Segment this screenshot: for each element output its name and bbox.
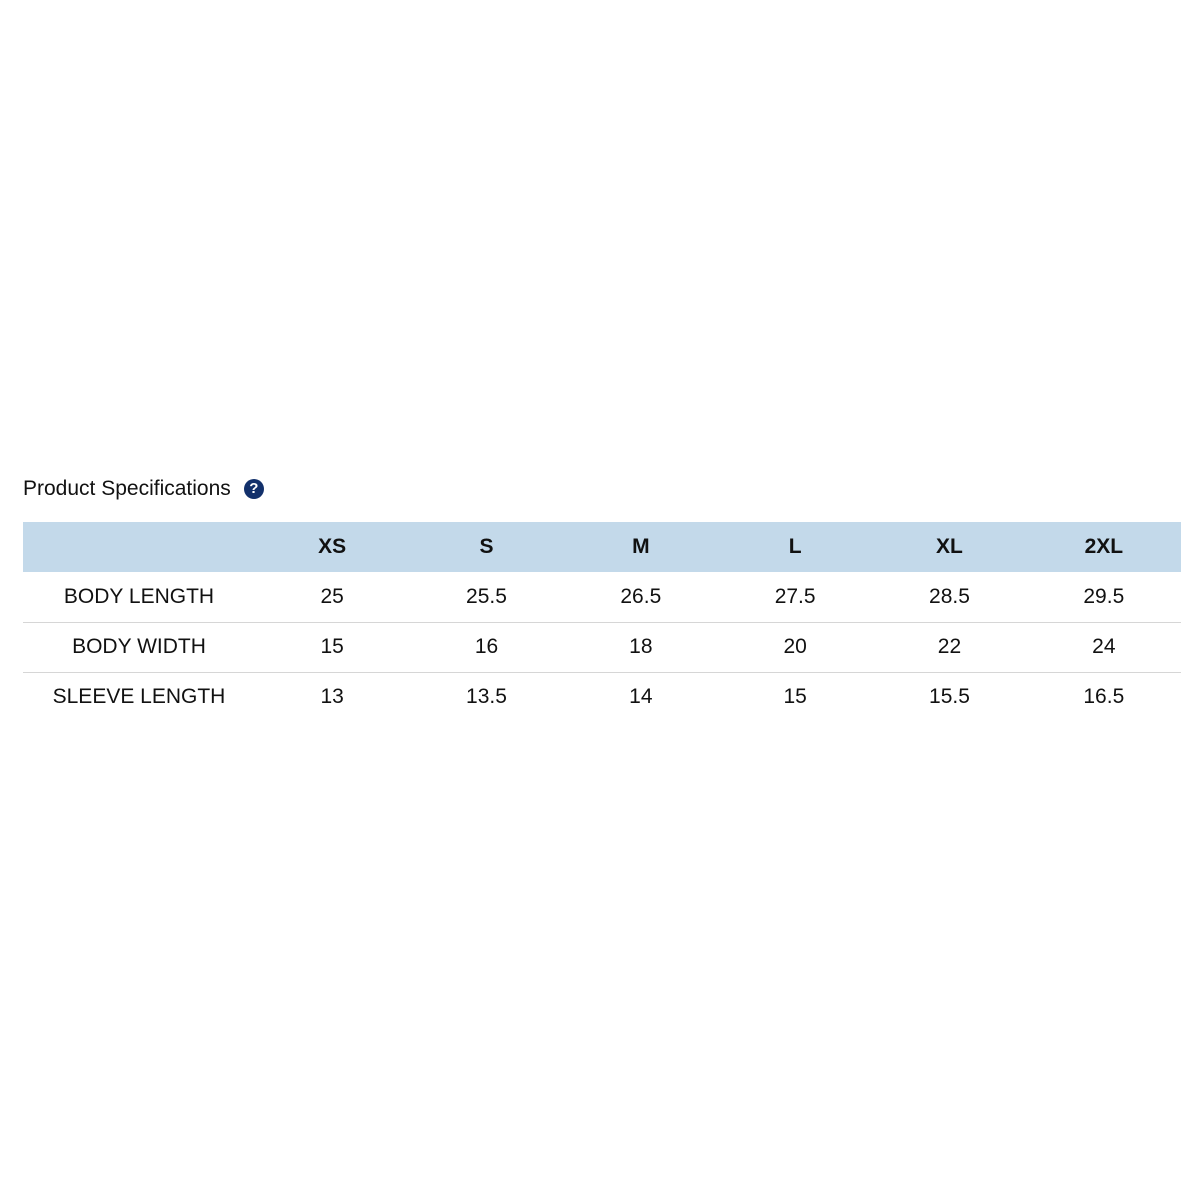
size-chart-table: [23, 522, 1181, 722]
table-cell: 13.5: [409, 672, 563, 722]
table-cell: 15.5: [872, 672, 1026, 722]
table-cell: 28.5: [929, 584, 970, 608]
table-cell: 18: [564, 622, 718, 672]
table-cell: 15: [255, 622, 409, 672]
table-cell: 20: [718, 622, 872, 672]
table-row: [23, 572, 1181, 622]
table-cell: 25.5: [466, 584, 507, 608]
row-label: BODY WIDTH: [23, 622, 255, 672]
table-row: [23, 622, 1181, 672]
table-row: [23, 672, 1181, 722]
table-cell: 26.5: [620, 584, 662, 608]
help-icon[interactable]: ?: [244, 479, 264, 499]
table-cell: 16.5: [1027, 672, 1181, 722]
size-header-s: S: [479, 535, 494, 558]
row-label: SLEEVE LENGTH: [23, 672, 255, 722]
table-cell: 22: [872, 622, 1026, 672]
size-header-m: M: [632, 535, 650, 558]
table-cell: 29.5: [1083, 584, 1125, 608]
table-cell: 24: [1027, 622, 1181, 672]
table-cell: 25: [320, 584, 344, 608]
page-title: Product Specifications: [23, 477, 231, 500]
table-cell: 15: [718, 672, 872, 722]
header-corner-cell: [23, 522, 255, 572]
table-cell: 16: [409, 622, 563, 672]
table-cell: 14: [564, 672, 718, 722]
size-header-2xl: 2XL: [1084, 535, 1124, 558]
table-header-row: [23, 522, 1181, 572]
row-label: BODY LENGTH: [63, 584, 215, 608]
product-specifications-heading: [23, 474, 264, 504]
table-cell: 27.5: [774, 584, 816, 608]
size-header-xl: XL: [936, 535, 963, 558]
table-cell: 13: [255, 672, 409, 722]
size-header-l: L: [788, 535, 802, 558]
size-header-xs: XS: [318, 535, 347, 558]
